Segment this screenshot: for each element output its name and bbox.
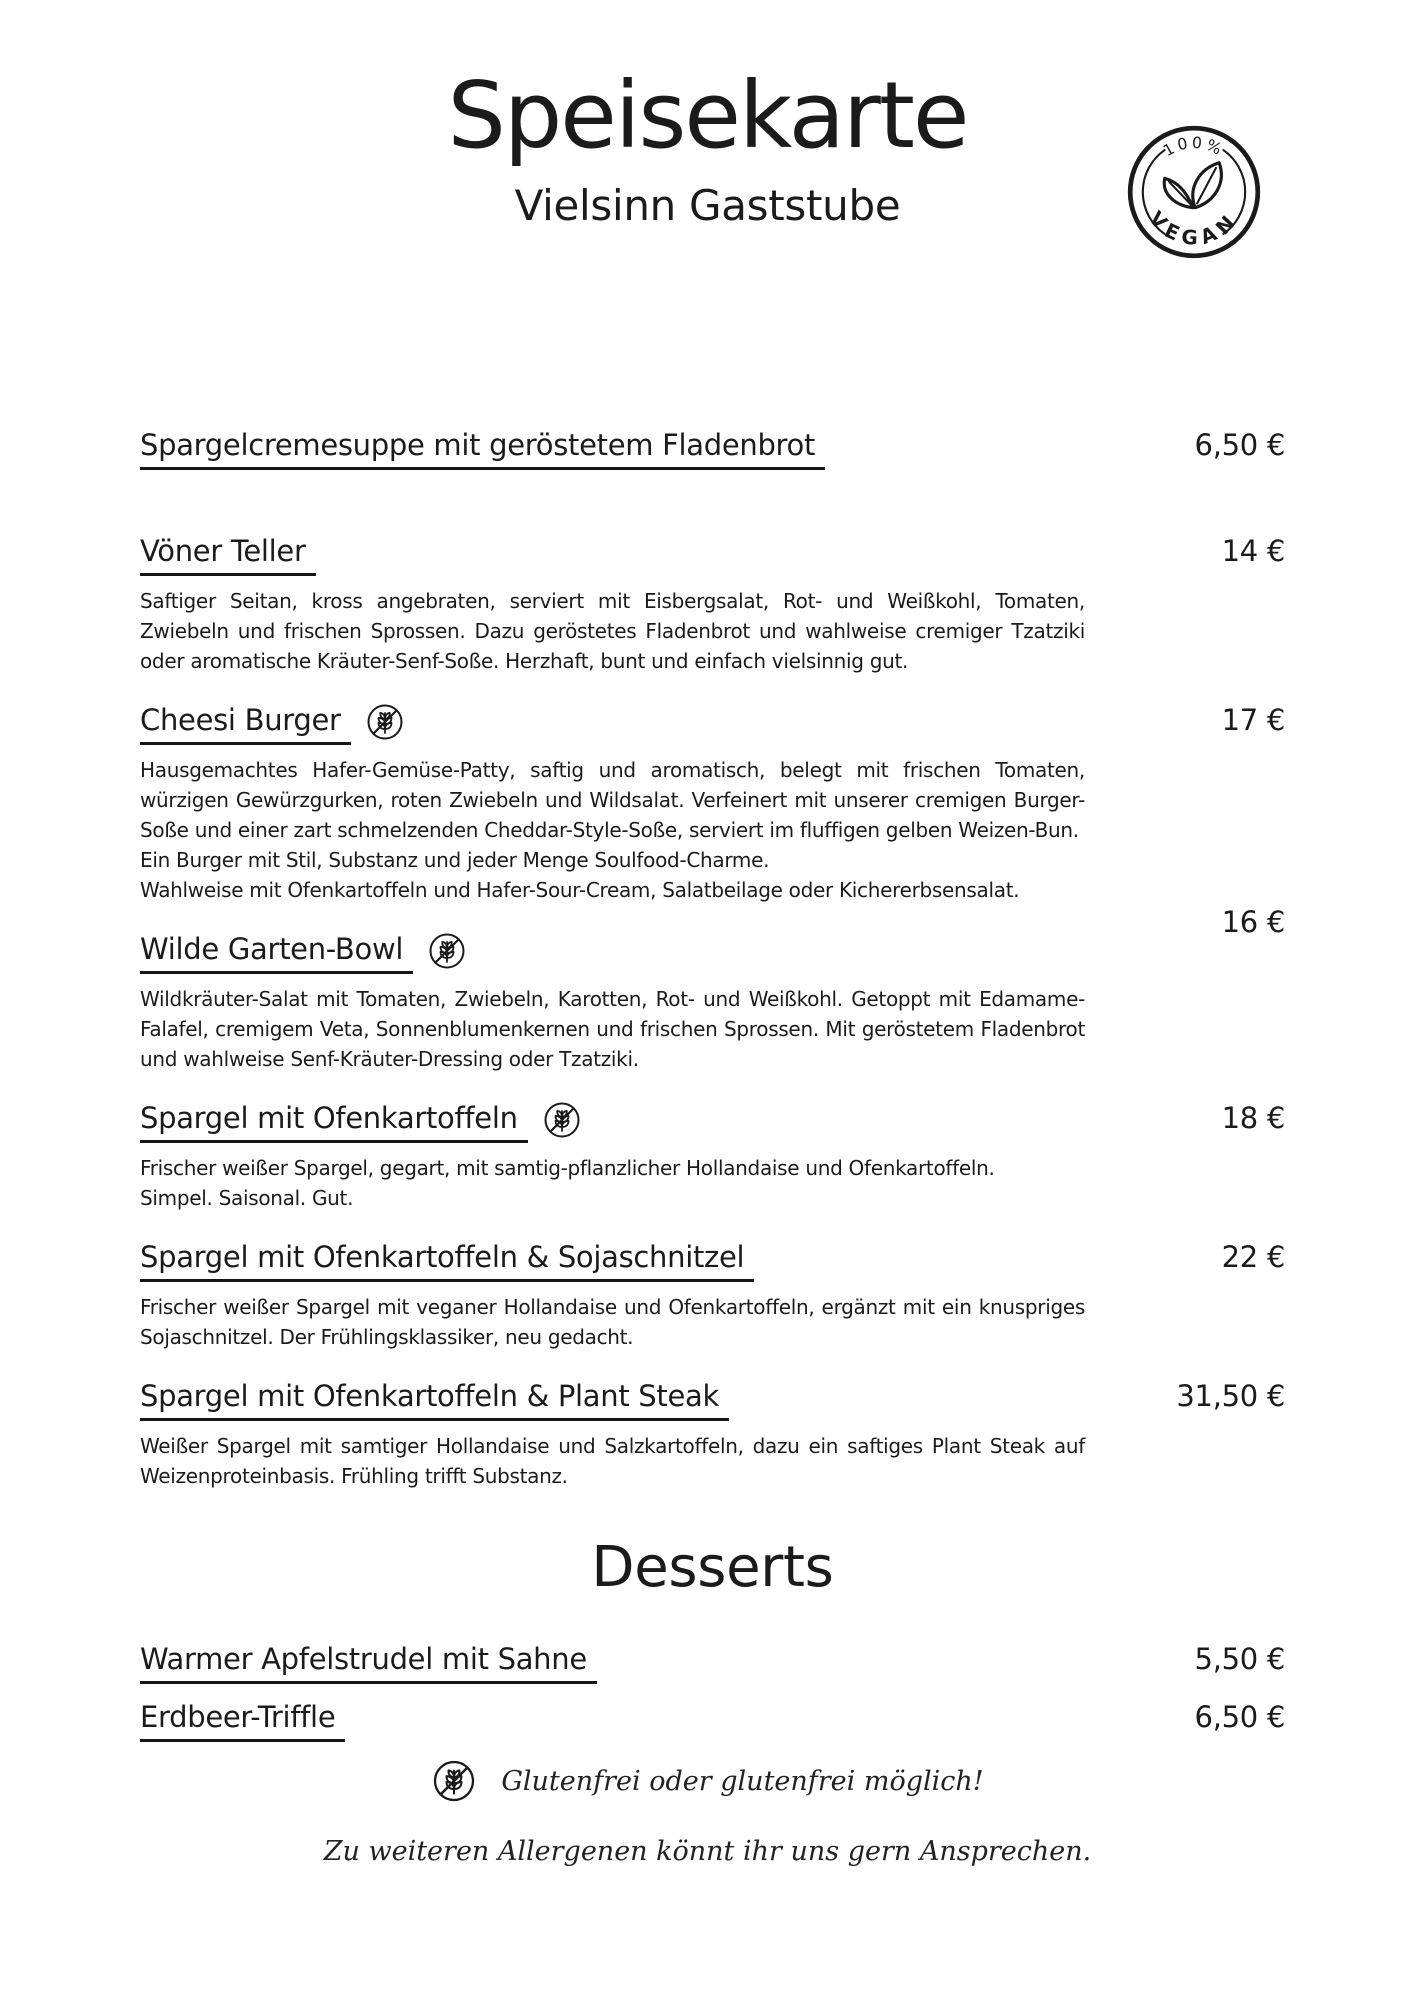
page-title: Speisekarte [447, 62, 968, 169]
item-name: Spargel mit Ofenkartoffeln [140, 1101, 528, 1143]
item-price: 5,50 € [1194, 1641, 1285, 1676]
restaurant-name: Vielsinn Gaststube [514, 180, 901, 230]
item-price: 17 € [1221, 702, 1285, 737]
gluten-note: Glutenfrei oder glutenfrei möglich! [501, 1765, 984, 1797]
item-price: 16 € [1221, 904, 1285, 939]
badge-bottom-text: VEGAN [1144, 206, 1244, 250]
gluten-free-icon [427, 931, 467, 971]
menu-item [140, 428, 1285, 470]
item-name: Cheesi Burger [140, 703, 351, 745]
menu-item [140, 1101, 1285, 1213]
item-name: Wilde Garten-Bowl [140, 932, 413, 974]
item-description: Frischer weißer Spargel, gegart, mit samtig-pflanzlicher Hollandaise und Ofenkartoffeln. Simpel. Saisonal. Gut. [140, 1155, 995, 1210]
dessert-item [140, 1642, 1285, 1684]
gluten-free-icon [365, 702, 405, 742]
item-name: Spargel mit Ofenkartoffeln & Sojaschnitzel [140, 1240, 754, 1282]
item-description: Wildkräuter-Salat mit Tomaten, Zwiebeln, Karotten, Rot- und Weißkohl. Getoppt mit Edamame-Falafel, cremigem Veta, Sonnenblumenkernen und frischen Sprossen. Mit geröstetem Fladenbrot und wahlweise Senf-Kräuter-Dressing oder Tzatziki. [140, 986, 1085, 1071]
item-price: 18 € [1221, 1100, 1285, 1135]
dessert-item [140, 1700, 1285, 1742]
menu-item [140, 534, 1285, 676]
menu-item [140, 904, 1285, 1074]
item-price: 6,50 € [1194, 1699, 1285, 1734]
item-description: Saftiger Seitan, kross angebraten, serviert mit Eisbergsalat, Rot- und Weißkohl, Tomaten, Zwiebeln und frischen Sprossen. Dazu geröstetes Fladenbrot und wahlweise cremiger Tzatziki oder aromatische Kräuter-Senf-Soße. Herzhaft, bunt und einfach vielsinnig gut. [140, 588, 1085, 673]
gluten-free-icon [542, 1100, 582, 1140]
item-description: Hausgemachtes Hafer-Gemüse-Patty, saftig und aromatisch, belegt mit frischen Tomaten, würzigen Gewürzgurken, roten Zwiebeln und Wildsalat. Verfeinert mit unserer cremigen Burger-Soße und einer zart schmelzenden Cheddar-Style-Soße, serviert im fluffigen gelben Weizen-Bun. Ein Burger mit Stil, Substanz und jeder Menge Soulfood-Charme. Wahlweise mit Ofenkartoffeln und Hafer-Sour-Cream, Salatbeilage oder Kichererbsensalat. [140, 757, 1085, 902]
menu-item [140, 1379, 1285, 1491]
allergen-note: Zu weiteren Allergenen könnt ihr uns gern Ansprechen. [323, 1836, 1092, 1867]
item-description: Frischer weißer Spargel mit veganer Hollandaise und Ofenkartoffeln, ergänzt mit ein knuspriges Sojaschnitzel. Der Frühlingsklassiker, neu gedacht. [140, 1294, 1085, 1349]
menu-item [140, 703, 1285, 905]
item-description: Weißer Spargel mit samtiger Hollandaise und Salzkartoffeln, dazu ein saftiges Plant Steak auf Weizenproteinbasis. Frühling trifft Substanz. [140, 1433, 1085, 1488]
menu-list [140, 428, 1285, 1742]
badge-top-text: 100% [1159, 132, 1228, 161]
footer [0, 1758, 1415, 1867]
item-price: 22 € [1221, 1239, 1285, 1274]
vegan-badge-icon [1126, 124, 1262, 260]
item-name: Erdbeer-Triffle [140, 1700, 345, 1742]
item-price: 6,50 € [1194, 427, 1285, 462]
desserts-heading: Desserts [591, 1534, 834, 1600]
item-name: Spargel mit Ofenkartoffeln & Plant Steak [140, 1379, 729, 1421]
item-name: Warmer Apfelstrudel mit Sahne [140, 1642, 597, 1684]
svg-text:100% [1160, 133, 1228, 160]
item-price: 31,50 € [1176, 1378, 1285, 1413]
item-name: Vöner Teller [140, 534, 316, 576]
gluten-free-icon [431, 1758, 477, 1804]
item-price: 14 € [1221, 533, 1285, 568]
leaves-icon [1164, 163, 1221, 208]
menu-item [140, 1240, 1285, 1352]
item-name: Spargelcremesuppe mit geröstetem Fladenbrot [140, 428, 825, 470]
